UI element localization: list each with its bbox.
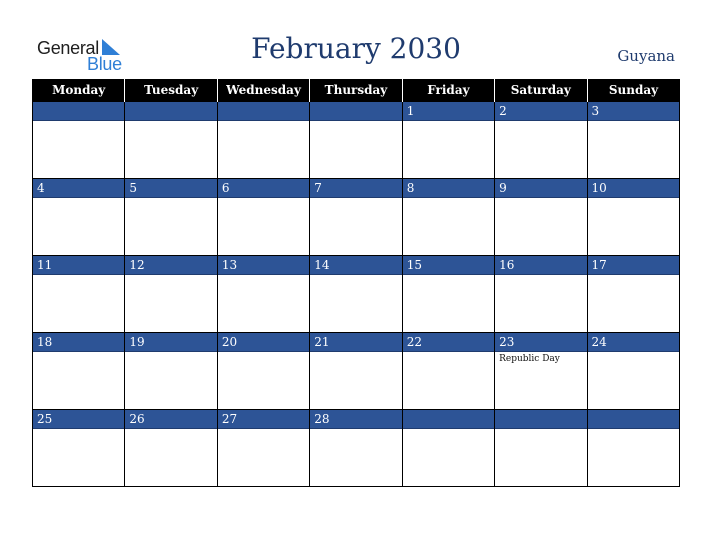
day-number: 3 [588, 102, 679, 121]
day-number [310, 102, 401, 121]
weekday-saturday: Saturday [495, 79, 587, 102]
day-number [588, 410, 679, 429]
day-cell [217, 333, 309, 410]
day-cell [310, 179, 402, 256]
day-number: 16 [495, 256, 586, 275]
day-number: 9 [495, 179, 586, 198]
day-number: 18 [33, 333, 124, 352]
day-number: 15 [403, 256, 494, 275]
weekday-sunday: Sunday [587, 79, 679, 102]
day-number: 5 [125, 179, 216, 198]
day-number: 11 [33, 256, 124, 275]
day-number [33, 102, 124, 121]
day-number: 1 [403, 102, 494, 121]
day-cell [33, 179, 125, 256]
day-cell [587, 410, 679, 487]
day-cell [587, 102, 679, 179]
logo-word-general: General [37, 38, 99, 58]
day-cell [125, 333, 217, 410]
day-cell [310, 102, 402, 179]
day-cell [217, 410, 309, 487]
day-cell [125, 410, 217, 487]
day-number: 2 [495, 102, 586, 121]
week-row [33, 102, 680, 179]
day-number [495, 410, 586, 429]
weekday-tuesday: Tuesday [125, 79, 217, 102]
weekday-monday: Monday [33, 79, 125, 102]
day-cell [495, 256, 587, 333]
day-number [403, 410, 494, 429]
day-cell [402, 256, 494, 333]
day-cell [33, 333, 125, 410]
day-number: 27 [218, 410, 309, 429]
day-cell [587, 179, 679, 256]
calendar-grid [32, 79, 680, 487]
day-number: 7 [310, 179, 401, 198]
day-cell [125, 179, 217, 256]
day-cell [495, 410, 587, 487]
day-cell [587, 333, 679, 410]
day-number: 13 [218, 256, 309, 275]
day-number [218, 102, 309, 121]
day-cell [33, 410, 125, 487]
day-cell [495, 333, 587, 410]
week-row [33, 333, 680, 410]
day-number: 25 [33, 410, 124, 429]
week-row [33, 410, 680, 487]
weekday-thursday: Thursday [310, 79, 402, 102]
day-cell [402, 333, 494, 410]
day-cell [125, 102, 217, 179]
day-number: 21 [310, 333, 401, 352]
day-cell [125, 256, 217, 333]
holiday-label: Republic Day [499, 354, 560, 364]
day-number: 6 [218, 179, 309, 198]
day-number: 26 [125, 410, 216, 429]
day-number: 12 [125, 256, 216, 275]
day-cell [217, 102, 309, 179]
page-title: February 2030 [251, 32, 461, 65]
day-cell [217, 179, 309, 256]
day-cell [402, 102, 494, 179]
day-number: 23 [495, 333, 586, 352]
day-cell [402, 410, 494, 487]
day-cell [33, 256, 125, 333]
day-number [125, 102, 216, 121]
day-cell [310, 256, 402, 333]
day-number: 17 [588, 256, 679, 275]
day-cell [310, 410, 402, 487]
day-cell [402, 179, 494, 256]
day-cell [495, 179, 587, 256]
day-cell [310, 333, 402, 410]
day-number: 22 [403, 333, 494, 352]
day-cell [495, 102, 587, 179]
country-label: Guyana [617, 47, 675, 65]
weekday-wednesday: Wednesday [217, 79, 309, 102]
day-number: 24 [588, 333, 679, 352]
day-number: 28 [310, 410, 401, 429]
day-cell [217, 256, 309, 333]
day-number: 10 [588, 179, 679, 198]
weekday-header-row [33, 79, 680, 102]
week-row [33, 256, 680, 333]
day-number: 8 [403, 179, 494, 198]
day-number: 20 [218, 333, 309, 352]
day-number: 19 [125, 333, 216, 352]
day-cell [33, 102, 125, 179]
day-number: 14 [310, 256, 401, 275]
day-number: 4 [33, 179, 124, 198]
weekday-friday: Friday [402, 79, 494, 102]
day-cell [587, 256, 679, 333]
week-row [33, 179, 680, 256]
logo-word-blue: Blue [87, 54, 122, 74]
